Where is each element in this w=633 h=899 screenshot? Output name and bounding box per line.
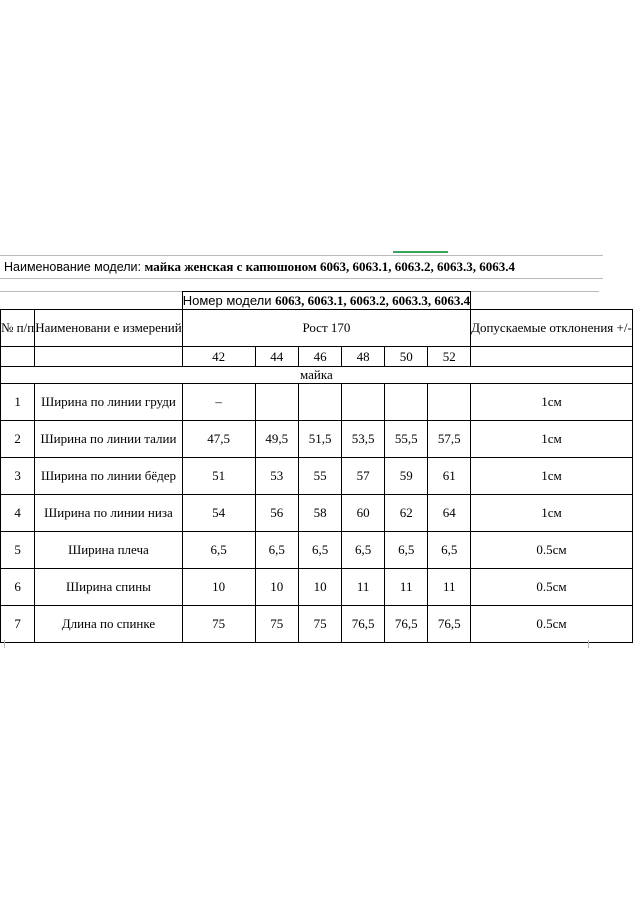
value-cell[interactable]: 51 — [182, 458, 255, 495]
tolerance-cell[interactable]: 1см — [471, 384, 633, 421]
measurement-row — [1, 421, 633, 458]
value-cell[interactable]: 6,5 — [255, 532, 298, 569]
value-cell[interactable]: 6,5 — [342, 532, 385, 569]
model-title-label: Наименование модели: — [4, 260, 141, 274]
row-number-cell[interactable]: 3 — [1, 458, 35, 495]
measurement-row — [1, 384, 633, 421]
tolerance-cell[interactable]: 0.5см — [471, 606, 633, 643]
tolerance-cell[interactable]: 1см — [471, 421, 633, 458]
value-cell[interactable]: 57,5 — [428, 421, 471, 458]
header-tolerance[interactable]: Допускаемые отклонения +/- — [471, 310, 633, 347]
value-cell[interactable]: 6,5 — [298, 532, 341, 569]
value-cell[interactable]: 53 — [255, 458, 298, 495]
measurement-row — [1, 495, 633, 532]
size-row-blank-1[interactable] — [1, 347, 35, 367]
value-cell[interactable]: 49,5 — [255, 421, 298, 458]
value-cell[interactable]: 10 — [298, 569, 341, 606]
measurement-row — [1, 606, 633, 643]
row-number-cell[interactable]: 1 — [1, 384, 35, 421]
measurement-name-cell[interactable]: Ширина плеча — [35, 532, 183, 569]
value-cell[interactable]: 55 — [298, 458, 341, 495]
value-cell[interactable]: 10 — [182, 569, 255, 606]
measurement-row — [1, 458, 633, 495]
value-cell[interactable]: 76,5 — [385, 606, 428, 643]
measurement-row — [1, 569, 633, 606]
tolerance-cell[interactable]: 0.5см — [471, 532, 633, 569]
value-cell[interactable]: 11 — [385, 569, 428, 606]
row-number-cell[interactable]: 7 — [1, 606, 35, 643]
measurement-name-cell[interactable]: Длина по спинке — [35, 606, 183, 643]
size-cell[interactable]: 44 — [255, 347, 298, 367]
measurement-name-cell[interactable]: Ширина спины — [35, 569, 183, 606]
size-cell[interactable]: 46 — [298, 347, 341, 367]
value-cell[interactable]: 56 — [255, 495, 298, 532]
size-cell[interactable]: 48 — [342, 347, 385, 367]
value-cell[interactable]: 58 — [298, 495, 341, 532]
size-row-blank-3[interactable] — [471, 347, 633, 367]
row-number-cell[interactable]: 4 — [1, 495, 35, 532]
value-cell[interactable]: 75 — [182, 606, 255, 643]
value-cell[interactable]: 76,5 — [342, 606, 385, 643]
value-cell[interactable]: 54 — [182, 495, 255, 532]
value-cell[interactable]: 11 — [342, 569, 385, 606]
tolerance-cell[interactable]: 0.5см — [471, 569, 633, 606]
value-cell[interactable]: 53,5 — [342, 421, 385, 458]
model-number-value: 6063, 6063.1, 6063.2, 6063.3, 6063.4 — [275, 292, 471, 308]
model-number-cell[interactable] — [182, 292, 470, 310]
model-number-label: Номер модели — [182, 292, 272, 308]
value-cell[interactable]: 60 — [342, 495, 385, 532]
value-cell[interactable]: 6,5 — [182, 532, 255, 569]
size-cell[interactable]: 42 — [182, 347, 255, 367]
size-row-blank-2[interactable] — [35, 347, 183, 367]
header-number[interactable]: № п/п — [1, 310, 35, 347]
value-cell[interactable] — [342, 384, 385, 421]
value-cell[interactable] — [255, 384, 298, 421]
gridline — [4, 640, 5, 648]
value-cell[interactable]: 64 — [428, 495, 471, 532]
value-cell[interactable]: 62 — [385, 495, 428, 532]
value-cell[interactable]: 6,5 — [428, 532, 471, 569]
measurement-name-cell[interactable]: Ширина по линии талии — [35, 421, 183, 458]
value-cell[interactable]: 75 — [255, 606, 298, 643]
size-cell[interactable]: 50 — [385, 347, 428, 367]
section-header[interactable]: майка — [1, 367, 633, 384]
row-number-cell[interactable]: 2 — [1, 421, 35, 458]
measurement-name-cell[interactable]: Ширина по линии низа — [35, 495, 183, 532]
value-cell[interactable]: 11 — [428, 569, 471, 606]
measurement-row — [1, 532, 633, 569]
value-cell[interactable]: 10 — [255, 569, 298, 606]
gridline — [588, 640, 589, 648]
row-number-cell[interactable]: 6 — [1, 569, 35, 606]
model-title-row[interactable] — [0, 255, 603, 279]
value-cell[interactable]: 55,5 — [385, 421, 428, 458]
tolerance-cell[interactable]: 1см — [471, 495, 633, 532]
value-cell[interactable]: 75 — [298, 606, 341, 643]
row-number-cell[interactable]: 5 — [1, 532, 35, 569]
value-cell[interactable]: 47,5 — [182, 421, 255, 458]
header-height[interactable]: Рост 170 — [182, 310, 470, 347]
blank-row — [0, 277, 599, 292]
tolerance-cell[interactable]: 1см — [471, 458, 633, 495]
size-cell[interactable]: 52 — [428, 347, 471, 367]
value-cell[interactable]: 6,5 — [385, 532, 428, 569]
value-cell[interactable]: 59 — [385, 458, 428, 495]
measurement-table — [0, 291, 633, 643]
value-cell[interactable]: 51,5 — [298, 421, 341, 458]
value-cell[interactable]: – — [182, 384, 255, 421]
value-cell[interactable]: 57 — [342, 458, 385, 495]
selection-marker — [393, 251, 448, 253]
model-title-value: майка женская с капюшоном 6063, 6063.1, 6063.2, 6063.3, 6063.4 — [144, 259, 516, 274]
value-cell[interactable] — [385, 384, 428, 421]
value-cell[interactable] — [298, 384, 341, 421]
header-name[interactable]: Наименовани е измерений — [35, 310, 183, 347]
value-cell[interactable] — [428, 384, 471, 421]
measurement-name-cell[interactable]: Ширина по линии груди — [35, 384, 183, 421]
measurement-name-cell[interactable]: Ширина по линии бёдер — [35, 458, 183, 495]
value-cell[interactable]: 61 — [428, 458, 471, 495]
value-cell[interactable]: 76,5 — [428, 606, 471, 643]
